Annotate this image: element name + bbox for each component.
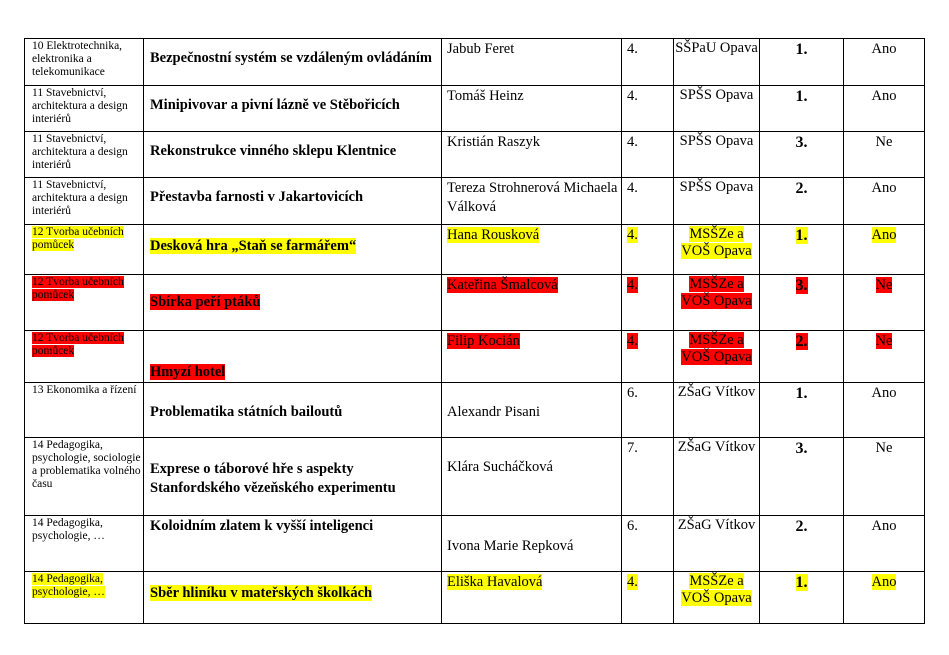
results-table-body — [25, 39, 925, 624]
title-text: Minipivovar a pivní lázně ve Stěbořicích — [150, 97, 400, 113]
advance-text: Ano — [871, 518, 897, 534]
advance-cell — [844, 572, 925, 624]
authors-text: Kateřina Šmalcová — [447, 277, 558, 293]
field-cell — [25, 39, 144, 86]
authors-text: Klára Sucháčková — [447, 459, 553, 475]
table-row — [25, 331, 925, 383]
field-cell — [25, 178, 144, 225]
place-cell — [760, 132, 844, 178]
grade-cell — [622, 331, 674, 383]
grade-text: 4. — [627, 333, 638, 349]
authors-text: Tereza Strohnerová Michaela Válková — [447, 180, 618, 215]
place-cell — [760, 275, 844, 331]
title-text: Exprese o táborové hře s aspekty Stanfordského vězeňského experimentu — [150, 461, 396, 496]
title-text: Přestavba farnosti v Jakartovicích — [150, 189, 364, 205]
place-cell — [760, 86, 844, 132]
table-row — [25, 132, 925, 178]
authors-text: Kristián Raszyk — [447, 134, 541, 150]
authors-text: Ivona Marie Repková — [447, 538, 574, 554]
field-text: 12 Tvorba učebních pomůcek — [32, 276, 124, 301]
field-text: 11 Stavebnictví, architektura a design interiérů — [32, 179, 128, 217]
advance-cell — [844, 516, 925, 572]
title-cell — [144, 225, 442, 275]
school-cell — [674, 178, 760, 225]
advance-text: Ne — [875, 440, 893, 456]
table-row — [25, 383, 925, 438]
title-text: Desková hra „Staň se farmářem“ — [150, 238, 357, 254]
place-cell — [760, 39, 844, 86]
school-cell — [674, 39, 760, 86]
authors-cell — [442, 438, 622, 516]
grade-cell — [622, 178, 674, 225]
advance-cell — [844, 275, 925, 331]
field-text: 12 Tvorba učebních pomůcek — [32, 332, 124, 357]
authors-text: Hana Rousková — [447, 227, 540, 243]
place-text: 3. — [795, 277, 808, 294]
school-text: ZŠaG Vítkov — [677, 384, 756, 400]
field-text: 10 Elektrotechnika, elektronika a telekomunikace — [32, 40, 123, 78]
grade-text: 4. — [627, 574, 638, 590]
school-cell — [674, 275, 760, 331]
place-cell — [760, 331, 844, 383]
title-cell — [144, 39, 442, 86]
title-cell — [144, 516, 442, 572]
school-text: MSŠZe a VOŠ Opava — [681, 276, 752, 309]
grade-cell — [622, 572, 674, 624]
place-text: 1. — [795, 385, 808, 402]
place-text: 3. — [795, 134, 808, 151]
grade-cell — [622, 86, 674, 132]
authors-cell — [442, 383, 622, 438]
title-text: Hmyzí hotel — [150, 364, 226, 380]
field-cell — [25, 383, 144, 438]
authors-cell — [442, 331, 622, 383]
authors-cell — [442, 275, 622, 331]
grade-text: 6. — [627, 518, 638, 534]
school-text: SPŠS Opava — [679, 133, 754, 149]
school-text: SŠPaU Opava — [675, 40, 758, 56]
authors-text: Eliška Havalová — [447, 574, 543, 590]
authors-text: Alexandr Pisani — [447, 404, 541, 420]
field-text: 11 Stavebnictví, architektura a design interiérů — [32, 87, 128, 125]
authors-cell — [442, 516, 622, 572]
advance-text: Ano — [871, 180, 897, 196]
school-text: MSŠZe a VOŠ Opava — [681, 226, 752, 259]
field-text: 14 Pedagogika, psychologie, … — [32, 517, 105, 542]
place-cell — [760, 178, 844, 225]
field-cell — [25, 275, 144, 331]
authors-cell — [442, 572, 622, 624]
grade-text: 7. — [627, 440, 638, 456]
table-row — [25, 275, 925, 331]
place-cell — [760, 225, 844, 275]
advance-cell — [844, 225, 925, 275]
school-cell — [674, 132, 760, 178]
authors-text: Filip Kocián — [447, 333, 520, 349]
field-cell — [25, 516, 144, 572]
school-text: MSŠZe a VOŠ Opava — [681, 573, 752, 606]
place-text: 3. — [795, 440, 808, 457]
place-text: 1. — [795, 41, 808, 58]
title-cell — [144, 275, 442, 331]
grade-cell — [622, 39, 674, 86]
title-cell — [144, 178, 442, 225]
authors-cell — [442, 178, 622, 225]
school-cell — [674, 86, 760, 132]
table-row — [25, 516, 925, 572]
advance-text: Ano — [871, 385, 897, 401]
school-cell — [674, 331, 760, 383]
field-cell — [25, 331, 144, 383]
title-text: Bezpečnostní systém se vzdáleným ovládáním — [150, 50, 432, 66]
field-text: 11 Stavebnictví, architektura a design interiérů — [32, 133, 128, 171]
table-row — [25, 572, 925, 624]
authors-cell — [442, 132, 622, 178]
field-cell — [25, 225, 144, 275]
school-cell — [674, 383, 760, 438]
school-text: ZŠaG Vítkov — [677, 517, 756, 533]
grade-text: 4. — [627, 41, 638, 57]
title-text: Problematika státních bailoutů — [150, 404, 343, 420]
authors-cell — [442, 225, 622, 275]
advance-cell — [844, 438, 925, 516]
field-cell — [25, 86, 144, 132]
place-text: 1. — [795, 88, 808, 105]
field-cell — [25, 572, 144, 624]
advance-cell — [844, 383, 925, 438]
place-text: 1. — [795, 574, 808, 591]
place-text: 1. — [795, 227, 808, 244]
authors-text: Tomáš Heinz — [447, 88, 524, 104]
grade-text: 4. — [627, 180, 638, 196]
title-text: Koloidním zlatem k vyšší inteligenci — [150, 518, 374, 534]
field-text: 12 Tvorba učebních pomůcek — [32, 226, 124, 251]
grade-text: 4. — [627, 88, 638, 104]
advance-cell — [844, 86, 925, 132]
advance-text: Ne — [875, 333, 893, 349]
place-text: 2. — [795, 518, 808, 535]
advance-cell — [844, 39, 925, 86]
title-text: Sběr hliníku v mateřských školkách — [150, 585, 373, 601]
table-row — [25, 86, 925, 132]
authors-cell — [442, 86, 622, 132]
grade-cell — [622, 225, 674, 275]
advance-cell — [844, 331, 925, 383]
table-row — [25, 178, 925, 225]
place-cell — [760, 516, 844, 572]
advance-text: Ano — [871, 574, 897, 590]
grade-text: 6. — [627, 385, 638, 401]
school-cell — [674, 572, 760, 624]
title-text: Sbírka peří ptáků — [150, 294, 261, 310]
authors-cell — [442, 39, 622, 86]
advance-cell — [844, 178, 925, 225]
title-cell — [144, 383, 442, 438]
advance-text: Ano — [871, 227, 897, 243]
advance-cell — [844, 132, 925, 178]
title-cell — [144, 438, 442, 516]
school-cell — [674, 438, 760, 516]
place-cell — [760, 572, 844, 624]
advance-text: Ne — [875, 134, 893, 150]
results-table — [24, 38, 925, 624]
place-text: 2. — [795, 333, 808, 350]
table-row — [25, 438, 925, 516]
grade-cell — [622, 275, 674, 331]
grade-cell — [622, 383, 674, 438]
school-cell — [674, 225, 760, 275]
grade-cell — [622, 516, 674, 572]
field-cell — [25, 438, 144, 516]
table-row — [25, 225, 925, 275]
grade-text: 4. — [627, 277, 638, 293]
school-cell — [674, 516, 760, 572]
authors-text: Jabub Feret — [447, 41, 515, 57]
title-cell — [144, 86, 442, 132]
advance-text: Ne — [875, 277, 893, 293]
title-cell — [144, 132, 442, 178]
advance-text: Ano — [871, 41, 897, 57]
field-text: 13 Ekonomika a řízení — [32, 384, 137, 396]
table-row — [25, 39, 925, 86]
field-text: 14 Pedagogika, psychologie, sociologie a problematika volného času — [32, 439, 141, 490]
advance-text: Ano — [871, 88, 897, 104]
school-text: ZŠaG Vítkov — [677, 439, 756, 455]
field-text: 14 Pedagogika, psychologie, … — [32, 573, 105, 598]
school-text: SPŠS Opava — [679, 179, 754, 195]
place-cell — [760, 383, 844, 438]
grade-text: 4. — [627, 227, 638, 243]
grade-cell — [622, 438, 674, 516]
grade-cell — [622, 132, 674, 178]
school-text: SPŠS Opava — [679, 87, 754, 103]
school-text: MSŠZe a VOŠ Opava — [681, 332, 752, 365]
place-cell — [760, 438, 844, 516]
title-text: Rekonstrukce vinného sklepu Klentnice — [150, 143, 397, 159]
place-text: 2. — [795, 180, 808, 197]
field-cell — [25, 132, 144, 178]
title-cell — [144, 572, 442, 624]
grade-text: 4. — [627, 134, 638, 150]
title-cell — [144, 331, 442, 383]
